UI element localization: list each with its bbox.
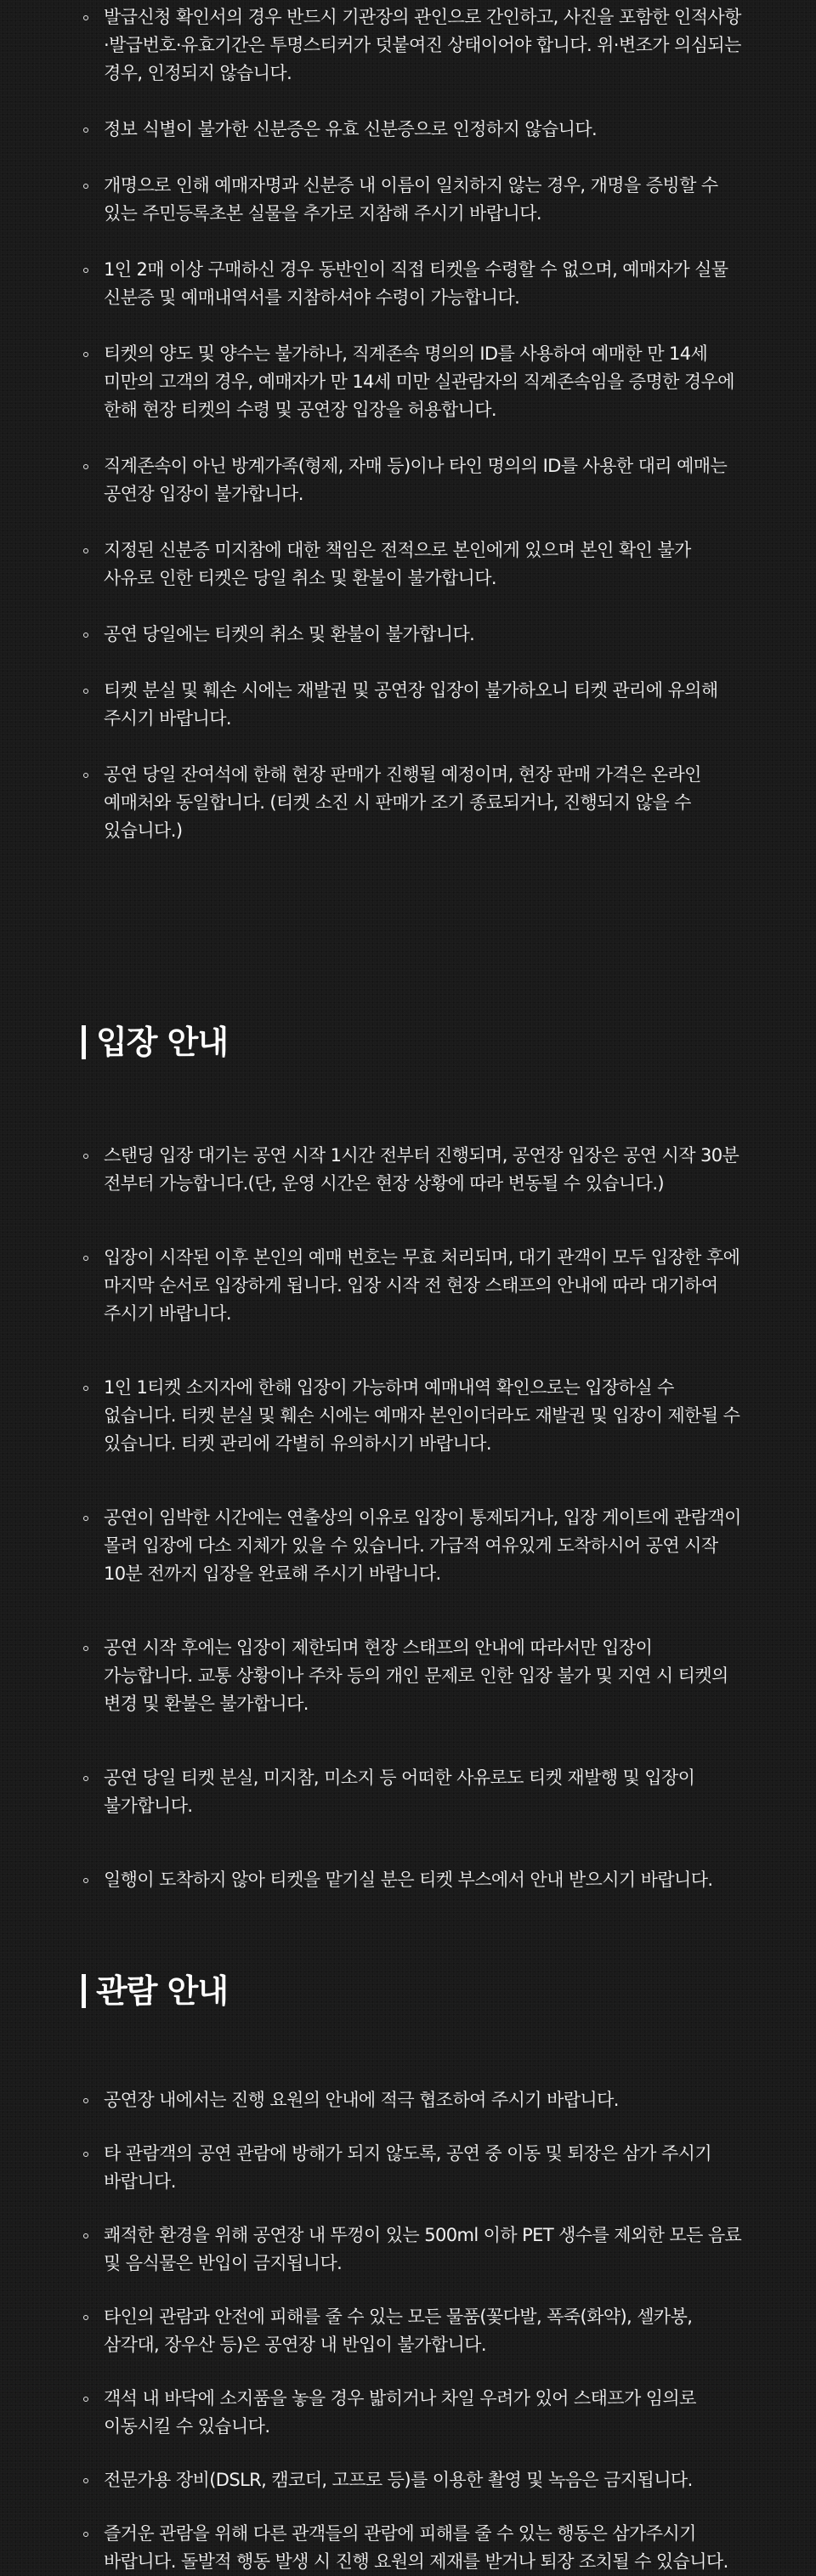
list-item <box>82 1374 745 1458</box>
list-item <box>82 1764 745 1820</box>
circle-bullet-icon <box>83 2152 88 2157</box>
list-item-text: 공연 당일 잔여석에 한해 현장 판매가 진행될 예정이며, 현장 판매 가격은 온라인 예매처와 동일합니다. (티켓 소진 시 판매가 조기 종료되거나, 진행되지 않을 수 있습니다.) <box>104 764 701 841</box>
list-item <box>82 2140 745 2196</box>
ticket-notice-list <box>82 3 745 845</box>
list-item <box>82 621 745 649</box>
list-item <box>82 761 745 845</box>
entry-guide-list <box>82 1142 745 1894</box>
circle-bullet-icon <box>83 548 88 553</box>
circle-bullet-icon <box>83 1646 88 1651</box>
list-item <box>82 2303 745 2359</box>
circle-bullet-icon <box>83 268 88 273</box>
list-item <box>82 116 745 144</box>
entry-section-title <box>82 1022 228 1063</box>
circle-bullet-icon <box>83 2532 88 2537</box>
list-item <box>82 172 745 228</box>
title-accent-bar <box>82 1025 86 1059</box>
list-item-text: 일행이 도착하지 않아 티켓을 맡기실 분은 티켓 부스에서 안내 받으시기 바랍니다. <box>104 1870 713 1890</box>
list-item-text: 공연장 내에서는 진행 요원의 안내에 적극 협조하여 주시기 바랍니다. <box>104 2090 619 2110</box>
circle-bullet-icon <box>83 2397 88 2402</box>
list-item-text: 개명으로 인해 예매자명과 신분증 내 이름이 일치하지 않는 경우, 개명을 증빙할 수 있는 주민등록초본 실물을 추가로 지참해 주시기 바랍니다. <box>104 175 718 224</box>
list-item <box>82 452 745 508</box>
circle-bullet-icon <box>83 352 88 357</box>
list-item-text: 타 관람객의 공연 관람에 방해가 되지 않도록, 공연 중 이동 및 퇴장은 삼가 주시기 바랍니다. <box>104 2143 712 2192</box>
circle-bullet-icon <box>83 2478 88 2483</box>
list-item <box>82 1504 745 1588</box>
circle-bullet-icon <box>83 1776 88 1781</box>
circle-bullet-icon <box>83 689 88 694</box>
circle-bullet-icon <box>83 773 88 778</box>
list-item-text: 지정된 신분증 미지참에 대한 책임은 전적으로 본인에게 있으며 본인 확인 불가 사유로 인한 티켓은 당일 취소 및 환불이 불가합니다. <box>104 540 691 588</box>
viewing-guide-list <box>82 2086 745 2576</box>
list-item <box>82 1634 745 1718</box>
circle-bullet-icon <box>83 2098 88 2103</box>
list-item <box>82 2385 745 2441</box>
title-accent-bar <box>82 1974 86 2008</box>
circle-bullet-icon <box>83 464 88 469</box>
entry-title-text: 입장 안내 <box>96 1024 229 1061</box>
circle-bullet-icon <box>83 1516 88 1521</box>
list-item-text: 티켓 분실 및 훼손 시에는 재발권 및 공연장 입장이 불가하오니 티켓 관리에 유의해 주시기 바랍니다. <box>104 680 718 729</box>
list-item <box>82 2466 745 2494</box>
circle-bullet-icon <box>83 633 88 638</box>
circle-bullet-icon <box>83 1256 88 1261</box>
circle-bullet-icon <box>83 1154 88 1159</box>
list-item <box>82 677 745 733</box>
circle-bullet-icon <box>83 1878 88 1883</box>
list-item-text: 쾌적한 환경을 위해 공연장 내 뚜껑이 있는 500ml 이하 PET 생수를 제외한 모든 음료 및 음식물은 반입이 금지됩니다. <box>104 2225 742 2273</box>
circle-bullet-icon <box>83 2315 88 2320</box>
list-item <box>82 3 745 88</box>
list-item <box>82 2086 745 2114</box>
circle-bullet-icon <box>83 2233 88 2238</box>
list-item-text: 입장이 시작된 이후 본인의 예매 번호는 무효 처리되며, 대기 관객이 모두 입장한 후에 마지막 순서로 입장하게 됩니다. 입장 시작 전 현장 스태프의 안내에 따라 대기하여 주시기 바랍니다. <box>104 1247 740 1324</box>
circle-bullet-icon <box>83 184 88 189</box>
circle-bullet-icon <box>83 1386 88 1391</box>
list-item <box>82 1866 745 1894</box>
viewing-section-title <box>82 1971 228 2011</box>
list-item-text: 티켓의 양도 및 양수는 불가하나, 직계존속 명의의 ID를 사용하여 예매한 만 14세 미만의 고객의 경우, 예매자가 만 14세 미만 실관람자의 직계존속임을 증명한 경우에 한해 현장 티켓의 수령 및 공연장 입장을 허용합니다. <box>104 343 734 420</box>
list-item-text: 정보 식별이 불가한 신분증은 유효 신분증으로 인정하지 않습니다. <box>104 119 598 139</box>
list-item <box>82 1244 745 1328</box>
list-item-text: 공연 당일에는 티켓의 취소 및 환불이 불가합니다. <box>104 624 475 644</box>
list-item-text: 직계존속이 아닌 방계가족(형제, 자매 등)이나 타인 명의의 ID를 사용한 대리 예매는 공연장 입장이 불가합니다. <box>104 456 728 504</box>
list-item <box>82 1142 745 1198</box>
list-item <box>82 2520 745 2576</box>
list-item-text: 객석 내 바닥에 소지품을 놓을 경우 밟히거나 차일 우려가 있어 스태프가 임의로 이동시킬 수 있습니다. <box>104 2388 696 2437</box>
list-item-text: 1인 2매 이상 구매하신 경우 동반인이 직접 티켓을 수령할 수 없으며, 예매자가 실물 신분증 및 예매내역서를 지참하셔야 수령이 가능합니다. <box>104 259 728 308</box>
list-item-text: 공연이 임박한 시간에는 연출상의 이유로 입장이 통제되거나, 입장 게이트에 관람객이 몰려 입장에 다소 지체가 있을 수 있습니다. 가급적 여유있게 도착하시어 공연 시작 10분 전까지 입장을 완료해 주시기 바랍니다. <box>104 1507 741 1584</box>
list-item <box>82 340 745 424</box>
list-item-text: 타인의 관람과 안전에 피해를 줄 수 있는 모든 물품(꽃다발, 폭죽(화약), 셀카봉, 삼각대, 장우산 등)은 공연장 내 반입이 불가합니다. <box>104 2306 693 2355</box>
list-item-text: 스탠딩 입장 대기는 공연 시작 1시간 전부터 진행되며, 공연장 입장은 공연 시작 30분 전부터 가능합니다.(단, 운영 시간은 현장 상황에 따라 변동될 수 있습니다.) <box>104 1145 740 1194</box>
viewing-title-text: 관람 안내 <box>96 1972 229 2010</box>
list-item-text: 공연 당일 티켓 분실, 미지참, 미소지 등 어떠한 사유로도 티켓 재발행 및 입장이 불가합니다. <box>104 1767 695 1816</box>
circle-bullet-icon <box>83 128 88 133</box>
list-item-text: 공연 시작 후에는 입장이 제한되며 현장 스태프의 안내에 따라서만 입장이 가능합니다. 교통 상황이나 주차 등의 개인 문제로 인한 입장 불가 및 지연 시 티켓의 변경 및 환불은 불가합니다. <box>104 1637 728 1714</box>
list-item-text: 즐거운 관람을 위해 다른 관객들의 관람에 피해를 줄 수 있는 행동은 삼가주시기 바랍니다. 돌발적 행동 발생 시 진행 요원의 제재를 받거나 퇴장 조치될 수 있습니다. <box>104 2523 728 2572</box>
circle-bullet-icon <box>83 15 88 20</box>
list-item <box>82 2221 745 2278</box>
list-item-text: 발급신청 확인서의 경우 반드시 기관장의 관인으로 간인하고, 사진을 포함한 인적사항·발급번호·유효기간은 투명스티커가 덧붙여진 상태이어야 합니다. 위·변조가 의심되는 경우, 인정되지 않습니다. <box>104 7 741 83</box>
list-item <box>82 536 745 593</box>
list-item <box>82 256 745 312</box>
list-item-text: 1인 1티켓 소지자에 한해 입장이 가능하며 예매내역 확인으로는 입장하실 수 없습니다. 티켓 분실 및 훼손 시에는 예매자 본인이더라도 재발권 및 입장이 제한될 수 있습니다. 티켓 관리에 각별히 유의하시기 바랍니다. <box>104 1377 740 1454</box>
list-item-text: 전문가용 장비(DSLR, 캠코더, 고프로 등)를 이용한 촬영 및 녹음은 금지됩니다. <box>104 2470 693 2490</box>
